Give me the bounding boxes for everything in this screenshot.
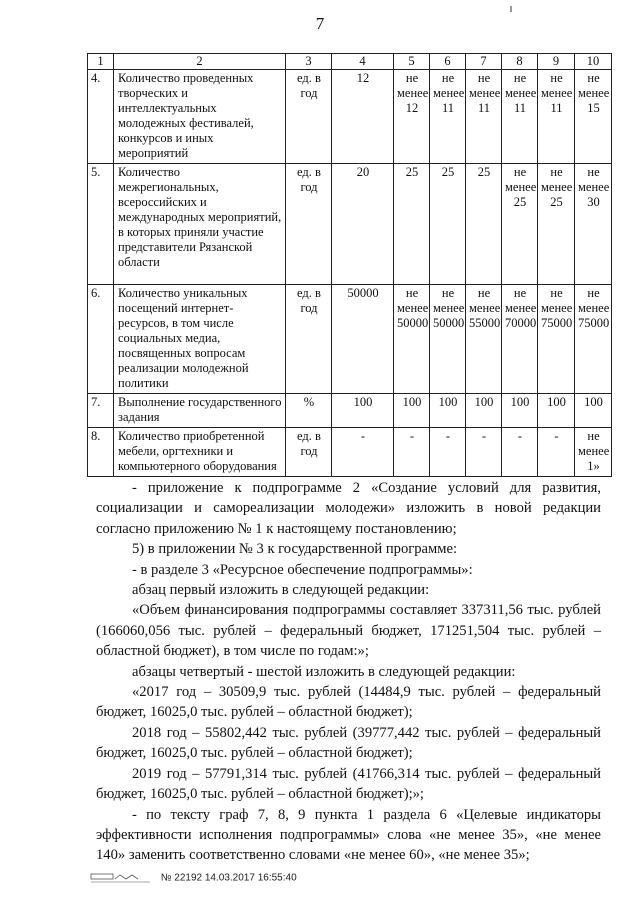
table-header-cell: 9 bbox=[538, 54, 575, 70]
table-header-cell: 4 bbox=[332, 54, 394, 70]
value-cell: 20 bbox=[332, 164, 394, 285]
value-cell: - bbox=[430, 428, 466, 477]
value-cell: не менее 25 bbox=[538, 164, 575, 285]
value-cell: 50000 bbox=[332, 285, 394, 394]
value-cell: 100 bbox=[466, 394, 502, 428]
value-cell: не менее 75000 bbox=[538, 285, 575, 394]
table-row bbox=[88, 428, 612, 477]
table-row bbox=[88, 164, 612, 285]
paragraph: «2017 год – 30509,9 тыс. рублей (14484,9 тыс. рублей – федеральный бюджет, 16025,0 тыс. рублей – областной бюджет); bbox=[96, 684, 601, 721]
row-number: 5. bbox=[88, 164, 114, 285]
value-cell: не менее 11 bbox=[466, 70, 502, 164]
value-cell: - bbox=[332, 428, 394, 477]
value-cell: 100 bbox=[575, 394, 612, 428]
table-header-cell: 7 bbox=[466, 54, 502, 70]
indicator-name: Количество проведенных творческих и интеллектуальных молодежных фестивалей, конкурсов и иных мероприятий bbox=[114, 70, 286, 164]
paragraph: 2019 год – 57791,314 тыс. рублей (41766,314 тыс. рублей – федеральный бюджет, 16025,0 тыс. рублей – областной бюджет);»; bbox=[96, 765, 601, 803]
paragraph: абзацы четвертый - шестой изложить в следующей редакции: bbox=[132, 663, 516, 680]
unit-cell: ед. в год bbox=[286, 70, 332, 164]
unit-cell: ед. в год bbox=[286, 285, 332, 394]
table-header-cell: 10 bbox=[575, 54, 612, 70]
value-cell: - bbox=[538, 428, 575, 477]
indicators-table bbox=[87, 53, 612, 477]
scan-mark bbox=[510, 6, 512, 12]
table-header-cell: 3 bbox=[286, 54, 332, 70]
value-cell: не менее 70000 bbox=[502, 285, 538, 394]
value-cell: 25 bbox=[394, 164, 430, 285]
value-cell: не менее 75000 bbox=[575, 285, 612, 394]
value-cell: 12 bbox=[332, 70, 394, 164]
value-cell: не менее 50000 bbox=[394, 285, 430, 394]
table-row bbox=[88, 285, 612, 394]
indicator-name: Количество межрегиональных, всероссийских и международных мероприятий, в которых приняли участие представители Рязанской области bbox=[114, 164, 286, 285]
value-cell: не менее 15 bbox=[575, 70, 612, 164]
value-cell: 25 bbox=[466, 164, 502, 285]
table-header-cell: 8 bbox=[502, 54, 538, 70]
table-row bbox=[88, 394, 612, 428]
value-cell: 100 bbox=[538, 394, 575, 428]
paragraph: абзац первый изложить в следующей редакции: bbox=[132, 582, 430, 599]
row-number: 7. bbox=[88, 394, 114, 428]
value-cell: - bbox=[466, 428, 502, 477]
value-cell: 100 bbox=[332, 394, 394, 428]
row-number: 4. bbox=[88, 70, 114, 164]
row-number: 6. bbox=[88, 285, 114, 394]
value-cell: не менее 12 bbox=[394, 70, 430, 164]
document-registration-info: № 22192 14.03.2017 16:55:40 bbox=[160, 872, 297, 884]
table-row bbox=[88, 70, 612, 164]
table-header-cell: 5 bbox=[394, 54, 430, 70]
paragraph: 5) в приложении № 3 к государственной программе: bbox=[132, 541, 458, 558]
government-stamp-icon bbox=[90, 872, 154, 884]
value-cell: 100 bbox=[430, 394, 466, 428]
paragraph: 2018 год – 55802,442 тыс. рублей (39777,442 тыс. рублей – федеральный бюджет, 16025,0 тыс. рублей – областной бюджет); bbox=[96, 724, 601, 762]
paragraph: - по тексту граф 7, 8, 9 пункта 1 раздела 6 «Целевые индикаторы эффективности исполнения подпрограммы» слова «не менее 35», «не менее 140» заменить соответственно словами «не менее 60», «не менее 35»; bbox=[96, 806, 601, 864]
paragraph: - в разделе 3 «Ресурсное обеспечение подпрограммы»: bbox=[132, 561, 473, 578]
document-body bbox=[96, 478, 601, 866]
unit-cell: % bbox=[286, 394, 332, 428]
value-cell: не менее 50000 bbox=[430, 285, 466, 394]
value-cell: не менее 11 bbox=[502, 70, 538, 164]
value-cell: не менее 30 bbox=[575, 164, 612, 285]
table-header-cell: 1 bbox=[88, 54, 114, 70]
indicator-name: Количество уникальных посещений интернет-ресурсов, в том числе социальных медиа, посвященных вопросам реализации молодежной политики bbox=[114, 285, 286, 394]
row-number: 8. bbox=[88, 428, 114, 477]
value-cell: 25 bbox=[430, 164, 466, 285]
value-cell: не менее 1» bbox=[575, 428, 612, 477]
unit-cell: ед. в год bbox=[286, 164, 332, 285]
value-cell: не менее 55000 bbox=[466, 285, 502, 394]
value-cell: 100 bbox=[394, 394, 430, 428]
value-cell: - bbox=[502, 428, 538, 477]
table-header-cell: 2 bbox=[114, 54, 286, 70]
value-cell: не менее 11 bbox=[430, 70, 466, 164]
paragraph: «Объем финансирования подпрограммы составляет 337311,56 тыс. рублей (166060,056 тыс. рублей – федеральный бюджет, 171251,504 тыс. рублей – областной бюджет), в том числе по годам:»; bbox=[96, 602, 601, 660]
table-header-row bbox=[88, 54, 612, 70]
value-cell: - bbox=[394, 428, 430, 477]
paragraph: - приложение к подпрограмме 2 «Создание условий для развития, социализации и самореализации молодежи» изложить в новой редакции согласно приложению № 1 к настоящему постановлению; bbox=[96, 480, 601, 537]
indicator-name: Выполнение государственного задания bbox=[114, 394, 286, 428]
indicator-name: Количество приобретенной мебели, оргтехники и компьютерного оборудования bbox=[114, 428, 286, 477]
table-header-cell: 6 bbox=[430, 54, 466, 70]
value-cell: 100 bbox=[502, 394, 538, 428]
page-number: 7 bbox=[315, 14, 325, 33]
unit-cell: ед. в год bbox=[286, 428, 332, 477]
footer bbox=[90, 872, 297, 884]
value-cell: не менее 25 bbox=[502, 164, 538, 285]
value-cell: не менее 11 bbox=[538, 70, 575, 164]
